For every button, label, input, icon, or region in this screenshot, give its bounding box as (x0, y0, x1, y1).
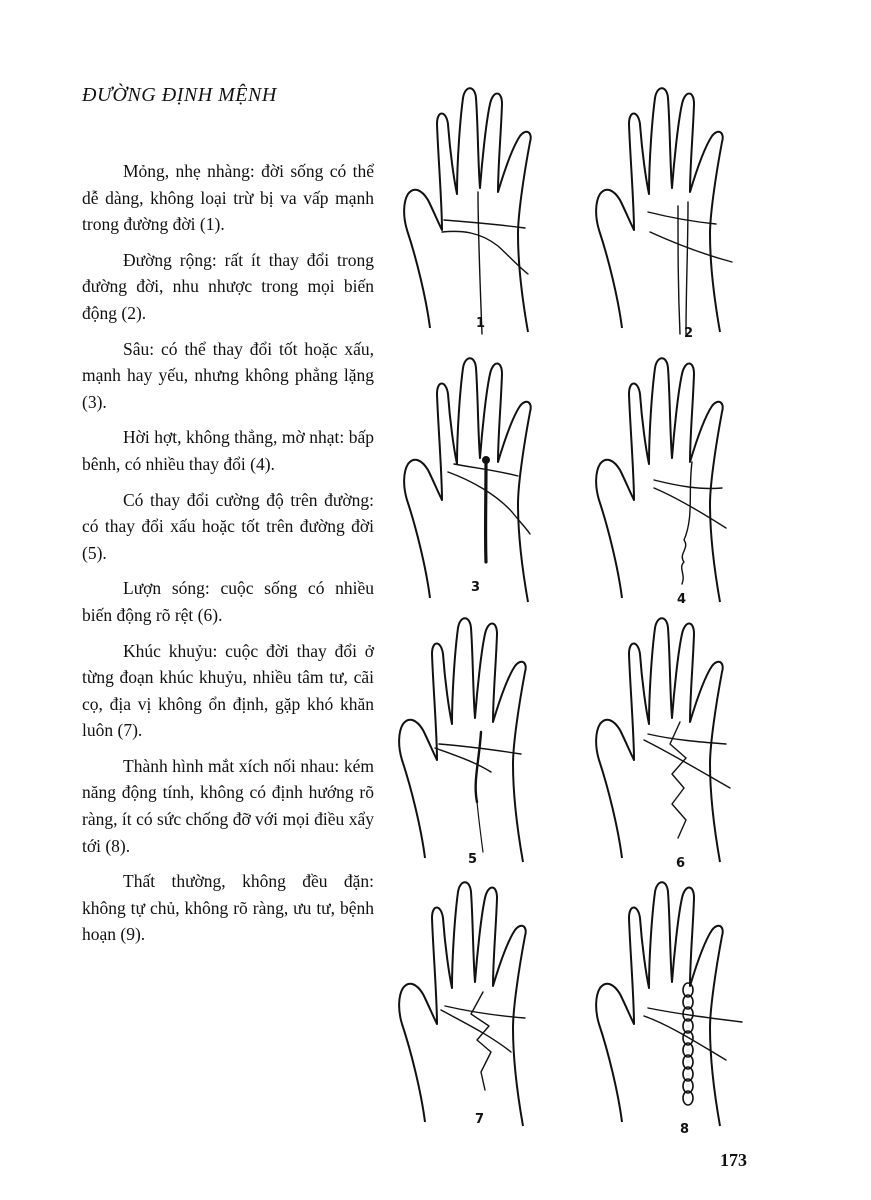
figure-label: 8 (680, 1122, 690, 1137)
palm-line (648, 212, 716, 224)
paragraph-1: Mỏng, nhẹ nhàng: đời sống có thể dễ dàng, không loại trừ bị va vấp mạnh trong đường đời (1). (82, 161, 374, 235)
palm-line (477, 802, 483, 852)
hand-outline (399, 882, 526, 1126)
chain-line (683, 983, 693, 1105)
paragraph-6: Lượn sóng: cuộc sống có nhiều biến động rõ rệt (6). (82, 578, 374, 625)
hand-illustration (400, 82, 590, 342)
palm-line (476, 732, 481, 802)
paragraph-2: Đường rộng: rất ít thay đổi trong đường đời, nhu nhược trong mọi biến động (2). (82, 249, 374, 323)
figure-label: 6 (676, 856, 686, 871)
paragraph-4: Hời hợt, không thẳng, mờ nhạt: bấp bênh, có nhiều thay đổi (4). (82, 427, 374, 474)
palm-line (442, 231, 528, 274)
palm-line (686, 202, 688, 334)
paragraph-9: Thất thường, không đều đặn: không tự chủ, không rõ ràng, ưu tư, bệnh hoạn (9). (82, 871, 374, 945)
figure-label: 1 (476, 316, 486, 331)
figure-label: 7 (475, 1112, 485, 1127)
paragraph-8: Thành hình mắt xích nối nhau: kém năng động tính, không có định hướng rõ ràng, ít có sức chống đỡ với mọi điều xẩy tới (8). (82, 755, 374, 856)
hand-outline (596, 618, 723, 862)
hand-illustration (400, 352, 590, 612)
figure-4 (592, 352, 782, 612)
figure-label: 3 (471, 580, 481, 595)
figure-6 (592, 612, 782, 872)
palm-line (435, 748, 491, 772)
page-title: ĐƯỜNG ĐỊNH MỆNH (82, 84, 277, 106)
hand-outline (404, 88, 531, 332)
figure-5 (395, 612, 585, 872)
hand-illustration (592, 876, 782, 1136)
figure-7 (395, 876, 585, 1136)
hand-outline (596, 88, 723, 332)
hand-illustration (592, 352, 782, 612)
line-dot (482, 456, 490, 464)
figure-2 (592, 82, 782, 342)
figure-1 (400, 82, 590, 342)
palm-line (678, 206, 680, 334)
figure-label: 5 (468, 852, 478, 867)
hand-illustration (592, 612, 782, 872)
figure-3 (400, 352, 590, 612)
hand-outline (596, 882, 723, 1126)
paragraph-7: Khúc khuỷu: cuộc đời thay đổi ở từng đoạn khúc khuỷu, nhiều tâm tư, cãi cọ, địa vị không ổn định, gặp khó khăn luôn (7). (82, 640, 374, 741)
text-column (82, 158, 374, 957)
paragraph-3: Sâu: có thể thay đổi tốt hoặc xấu, mạnh hay yếu, nhưng không phẳng lặng (3). (82, 338, 374, 412)
page-number: 173 (720, 1150, 747, 1170)
palm-line (478, 192, 482, 334)
hand-illustration (395, 612, 585, 872)
palm-line (682, 462, 692, 584)
palm-line (650, 232, 732, 262)
palm-line (644, 740, 730, 788)
palm-line (444, 220, 525, 228)
hand-outline (596, 358, 723, 602)
figure-label: 4 (677, 592, 687, 607)
palm-line (644, 1016, 726, 1060)
paragraph-5: Có thay đổi cường độ trên đường: có thay đổi xấu hoặc tốt trên đường đời (5). (82, 489, 374, 563)
palm-line (471, 992, 491, 1090)
figure-label: 2 (684, 326, 694, 341)
hand-outline (399, 618, 526, 862)
hand-illustration (592, 82, 782, 342)
hand-illustration (395, 876, 585, 1136)
palm-line (648, 1008, 742, 1022)
palm-line (648, 734, 726, 744)
figure-8 (592, 876, 782, 1136)
